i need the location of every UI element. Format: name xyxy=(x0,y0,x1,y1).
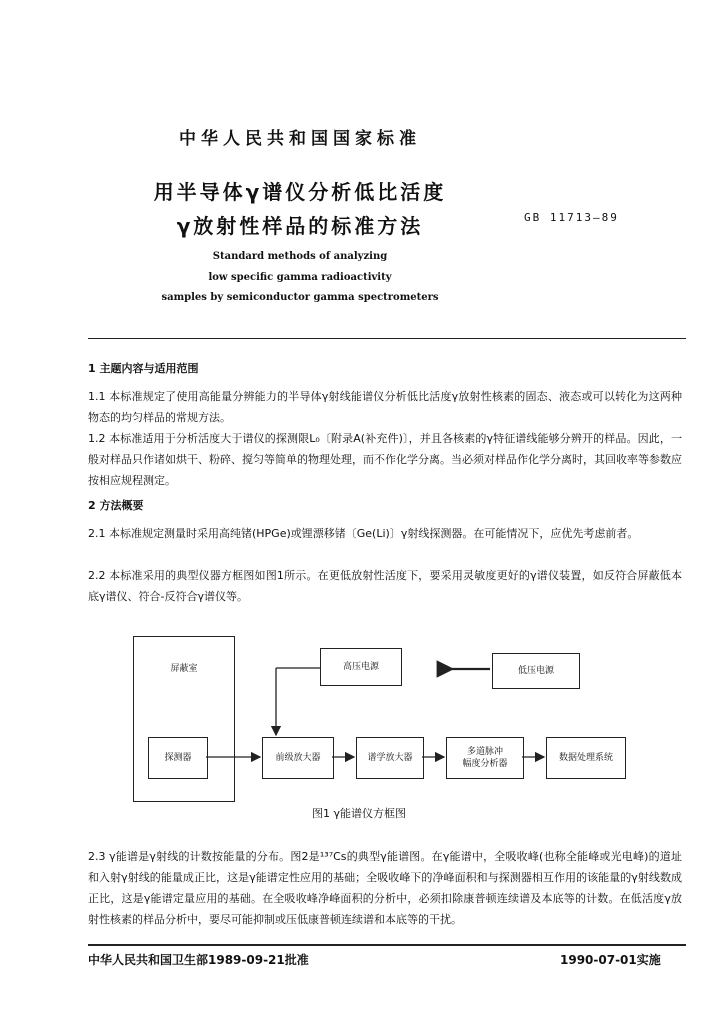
mca-label-2: 幅度分析器 xyxy=(462,759,508,769)
section-1-title: 1 主题内容与适用范围 xyxy=(88,362,199,375)
hv-supply-box xyxy=(320,648,402,686)
paragraph-2-1: 2.1 本标准规定测量时采用高纯锗(HPGe)或锂漂移锗〔Ge(Li)〕γ射线探测器。在可能情况下，应优先考虑前者。 xyxy=(88,527,639,540)
standard-name: 中华人民共和国国家标准 xyxy=(179,129,421,149)
preamp-box xyxy=(262,737,334,779)
header-divider xyxy=(88,338,686,339)
mca-label-1: 多道脉冲 xyxy=(466,747,503,757)
section-2-title: 2 方法概要 xyxy=(88,499,144,512)
detector-label: 探测器 xyxy=(164,753,192,763)
title-line-2: γ放射性样品的标准方法 xyxy=(176,214,424,238)
paragraph-1-2: 1.2 本标准适用于分析活度大于谱仪的探测限L₀〔附录A(补充件)〕，并且各核素的γ特征谱线能够分辨开的样品。因此，一般对样品只作诸如烘干、粉碎、搅匀等简单的物理处理，而不作化学分离。当必须对样品作化学分离时，其回收率等参数应按相应规程测定。 xyxy=(88,432,682,487)
shield-room-label: 屏蔽室 xyxy=(170,664,198,674)
mca-box xyxy=(446,737,524,779)
data-processing-label: 数据处理系统 xyxy=(558,753,613,763)
english-title-3: samples by semiconductor gamma spectrometers xyxy=(161,292,439,303)
paragraph-2-3: 2.3 γ能谱是γ射线的计数按能量的分布。图2是¹³⁷Cs的典型γ能谱图。在γ能谱中，全吸收峰(也称全能峰或光电峰)的道址和入射γ射线的能量成正比，这是γ能谱定性应用的基础；全吸收峰下的净峰面积和与探测器相互作用的该能量的γ射线数成正比，这是γ能谱定量应用的基础。在全吸收峰净峰面积的分析中，必须扣除康普顿连续谱及本底等的计数。在低活度γ放射性核素的样品分析中，要尽可能抑制或压低康普顿连续谱和本底等的干扰。 xyxy=(88,850,682,926)
main-amp-label: 谱学放大器 xyxy=(367,753,413,763)
effective-date: 1990-07-01实施 xyxy=(560,953,661,967)
lv-supply-box xyxy=(492,653,580,689)
paragraph-1-1: 1.1 本标准规定了使用高能量分辨能力的半导体γ射线能谱仪分析低比活度γ放射性核素的固态、液态或可以转化为这两种物态的均匀样品的常规方法。 xyxy=(88,390,682,424)
preamp-label: 前级放大器 xyxy=(275,753,321,763)
footer-divider xyxy=(88,944,686,946)
lv-supply-label: 低压电源 xyxy=(517,666,554,676)
title-line-1: 用半导体γ谱仪分析低比活度 xyxy=(153,180,447,204)
english-title-1: Standard methods of analyzing xyxy=(212,251,388,262)
approval-note: 中华人民共和国卫生部1989-09-21批准 xyxy=(88,953,309,967)
hv-supply-label: 高压电源 xyxy=(342,662,379,672)
data-processing-box xyxy=(546,737,626,779)
english-title-2: low specific gamma radioactivity xyxy=(208,272,392,283)
detector-box xyxy=(148,737,208,779)
standard-code: GB 11713—89 xyxy=(524,211,619,224)
paragraph-2-2: 2.2 本标准采用的典型仪器方框图如图1所示。在更低放射性活度下，要采用灵敏度更好的γ谱仪装置，如反符合屏蔽低本底γ谱仪、符合-反符合γ谱仪等。 xyxy=(88,569,682,603)
main-amp-box xyxy=(356,737,424,779)
figure-1-caption: 图1 γ能谱仪方框图 xyxy=(311,807,406,820)
